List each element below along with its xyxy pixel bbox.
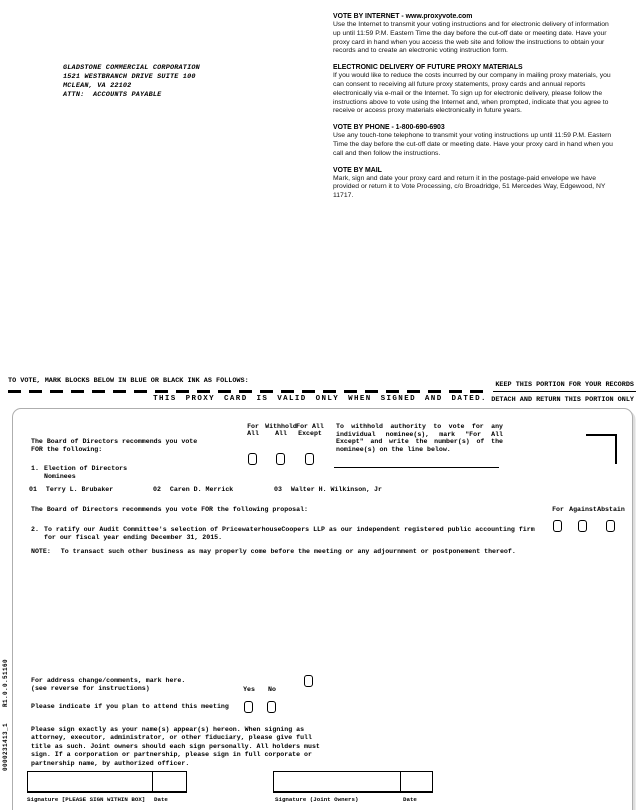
column-header-for: For xyxy=(552,506,564,513)
vote-by-internet-section xyxy=(333,12,618,56)
address-change-line1: For address change/comments, mark here. xyxy=(31,677,186,684)
column-header-line: Except xyxy=(298,430,322,438)
yes-column-label: Yes xyxy=(243,686,255,693)
proposal-2-text-line1: To ratify our Audit Committee's selection of PricewaterhouseCoopers LLP as our independent registered public accounting firm xyxy=(44,526,535,533)
checkbox-attend-no[interactable] xyxy=(267,701,276,713)
signature-primary-label: Signature [PLEASE SIGN WITHIN BOX] xyxy=(27,796,146,803)
voting-instructions xyxy=(333,12,618,208)
recipient-line: MCLEAN, VA 22102 xyxy=(63,82,132,90)
column-header-against: Against xyxy=(569,506,597,513)
vote-by-internet-heading: VOTE BY INTERNET - www.proxyvote.com xyxy=(333,13,473,20)
note-text: To transact such other business as may properly come before the meeting or any adjournment or postponement thereof. xyxy=(60,548,516,555)
signature-instructions: Please sign exactly as your name(s) appear(s) hereon. When signing as attorney, executor, administrator, or other fiduciary, please give full title as such. Joint owners should each sign personally. All holders must sign. If a corporation or partnership, please sign in full corporate or partnership name, by authorized officer. xyxy=(31,726,320,767)
attend-meeting-label: Please indicate if you plan to attend this meeting xyxy=(31,703,229,710)
recipient-line: ATTN: ACCOUNTS PAYABLE xyxy=(63,91,162,99)
proposal-1-number: 1. xyxy=(31,465,39,472)
checkbox-withhold-all[interactable] xyxy=(276,453,285,465)
note-line xyxy=(31,548,516,556)
column-header-line: For All xyxy=(296,423,324,430)
nominee-name: Caren D. Merrick xyxy=(169,486,234,493)
corner-registration-mark xyxy=(586,434,617,464)
board-recommendation-2: The Board of Directors recommends you vote FOR the following proposal: xyxy=(31,506,308,513)
proposal-2-number: 2. xyxy=(31,526,39,533)
board-recommendation-1-line2: FOR the following: xyxy=(31,446,103,453)
nominee-exception-write-line[interactable] xyxy=(334,467,499,468)
checkbox-attend-yes[interactable] xyxy=(244,701,253,713)
signature-date-divider xyxy=(152,772,153,791)
vote-by-mail-heading: VOTE BY MAIL xyxy=(333,166,382,174)
nominee-number: 03 xyxy=(274,486,282,493)
checkbox-for-all[interactable] xyxy=(248,453,257,465)
valid-when-signed-notice: THIS PROXY CARD IS VALID ONLY WHEN SIGNED AND DATED. xyxy=(153,395,487,403)
vote-by-mail-body: Mark, sign and date your proxy card and return it in the postage-paid envelope we have provided or return it to Vote Processing, c/o Broadridge, 51 Mercedes Way, Edgewood, NY 11717. xyxy=(333,174,606,200)
checkbox-for-all-except[interactable] xyxy=(305,453,314,465)
nominee-2 xyxy=(153,486,233,494)
address-change-line2: (see reverse for instructions) xyxy=(31,685,150,692)
vote-by-internet-body: Use the Internet to transmit your voting instructions and for electronic delivery of information up until 11:59 P.M. Eastern Time the day before the cut-off date or meeting date. Have your proxy card in hand when you access the web site and follow the instructions to obtain your records and to create an electronic voting instruction form. xyxy=(333,21,609,55)
proposal-1-title: Election of Directors xyxy=(44,465,128,472)
nominee-name: Terry L. Brubaker xyxy=(45,486,114,493)
checkbox-proposal2-abstain[interactable] xyxy=(606,520,615,532)
detach-portion-label: DETACH AND RETURN THIS PORTION ONLY xyxy=(491,396,634,404)
checkbox-proposal2-against[interactable] xyxy=(578,520,587,532)
checkbox-address-change[interactable] xyxy=(304,675,313,687)
mark-blocks-instruction: TO VOTE, MARK BLOCKS BELOW IN BLUE OR BLACK INK AS FOLLOWS: xyxy=(8,377,249,385)
signature-box-joint[interactable] xyxy=(273,771,433,793)
no-column-label: No xyxy=(268,686,276,693)
nominee-number: 01 xyxy=(29,486,37,493)
proposal-1-nominees-label: Nominees xyxy=(44,473,76,480)
signature-joint-label: Signature (Joint Owners) xyxy=(275,796,359,803)
recipient-line: GLADSTONE COMMERCIAL CORPORATION xyxy=(63,64,200,72)
signature-date-divider xyxy=(400,772,401,791)
signature-primary-date-label: Date xyxy=(154,796,168,803)
vote-by-phone-heading: VOTE BY PHONE - 1-800-690-6903 xyxy=(333,124,445,132)
board-recommendation-1-line1: The Board of Directors recommends you vote xyxy=(31,438,198,445)
nominee-name: Walter H. Wilkinson, Jr xyxy=(290,486,382,493)
column-header-line: All xyxy=(275,430,287,438)
nominee-number: 02 xyxy=(153,486,161,493)
electronic-delivery-body: If you would like to reduce the costs incurred by our company in mailing proxy materials, you can consent to receiving all future proxy statements, proxy cards and annual reports electronically via e-mail or the Internet. To sign up for electronic delivery, please follow the instructions above to vote using the Internet and, when prompted, indicate that you agree to receive or access proxy materials electronically in future years. xyxy=(333,72,611,115)
column-header-line: For xyxy=(247,423,259,430)
electronic-delivery-heading: ELECTRONIC DELIVERY OF FUTURE PROXY MATERIALS xyxy=(333,64,523,72)
signature-box-primary[interactable] xyxy=(27,771,187,793)
vote-by-phone-section xyxy=(333,123,618,158)
electronic-delivery-section xyxy=(333,63,618,116)
vote-by-phone-body: Use any touch-tone telephone to transmit your voting instructions up until 11:59 P.M. Eastern Time the day before the cut-off date or meeting date. Have your proxy card in hand when you call and then follow the instructions. xyxy=(333,132,613,157)
column-header-abstain: Abstain xyxy=(597,506,625,513)
recipient-address xyxy=(63,64,200,100)
note-label: NOTE: xyxy=(31,548,51,555)
checkbox-proposal2-for[interactable] xyxy=(553,520,562,532)
vote-by-mail-section xyxy=(333,166,618,201)
column-header-for-all-except xyxy=(288,423,332,437)
column-header-line: Withhold xyxy=(265,423,297,430)
keep-portion-label: KEEP THIS PORTION FOR YOUR RECORDS xyxy=(493,381,636,392)
proposal-2-text-line2: for our fiscal year ending December 31, 2015. xyxy=(44,534,223,541)
column-header-line: All xyxy=(247,430,259,438)
detach-dashed-line xyxy=(8,390,486,393)
recipient-line: 1521 WESTBRANCH DRIVE SUITE 100 xyxy=(63,73,196,81)
ballot-card xyxy=(12,408,633,810)
nominee-3 xyxy=(274,486,382,494)
withhold-authority-note: To withhold authority to vote for any individual nominee(s), mark "For All Except" and write the number(s) of the nominee(s) on the line below. xyxy=(336,423,503,453)
nominee-1 xyxy=(29,486,113,494)
signature-joint-date-label: Date xyxy=(403,796,417,803)
form-tracking-code: 0000231413_1 R1.0.0.51160 xyxy=(2,658,9,772)
